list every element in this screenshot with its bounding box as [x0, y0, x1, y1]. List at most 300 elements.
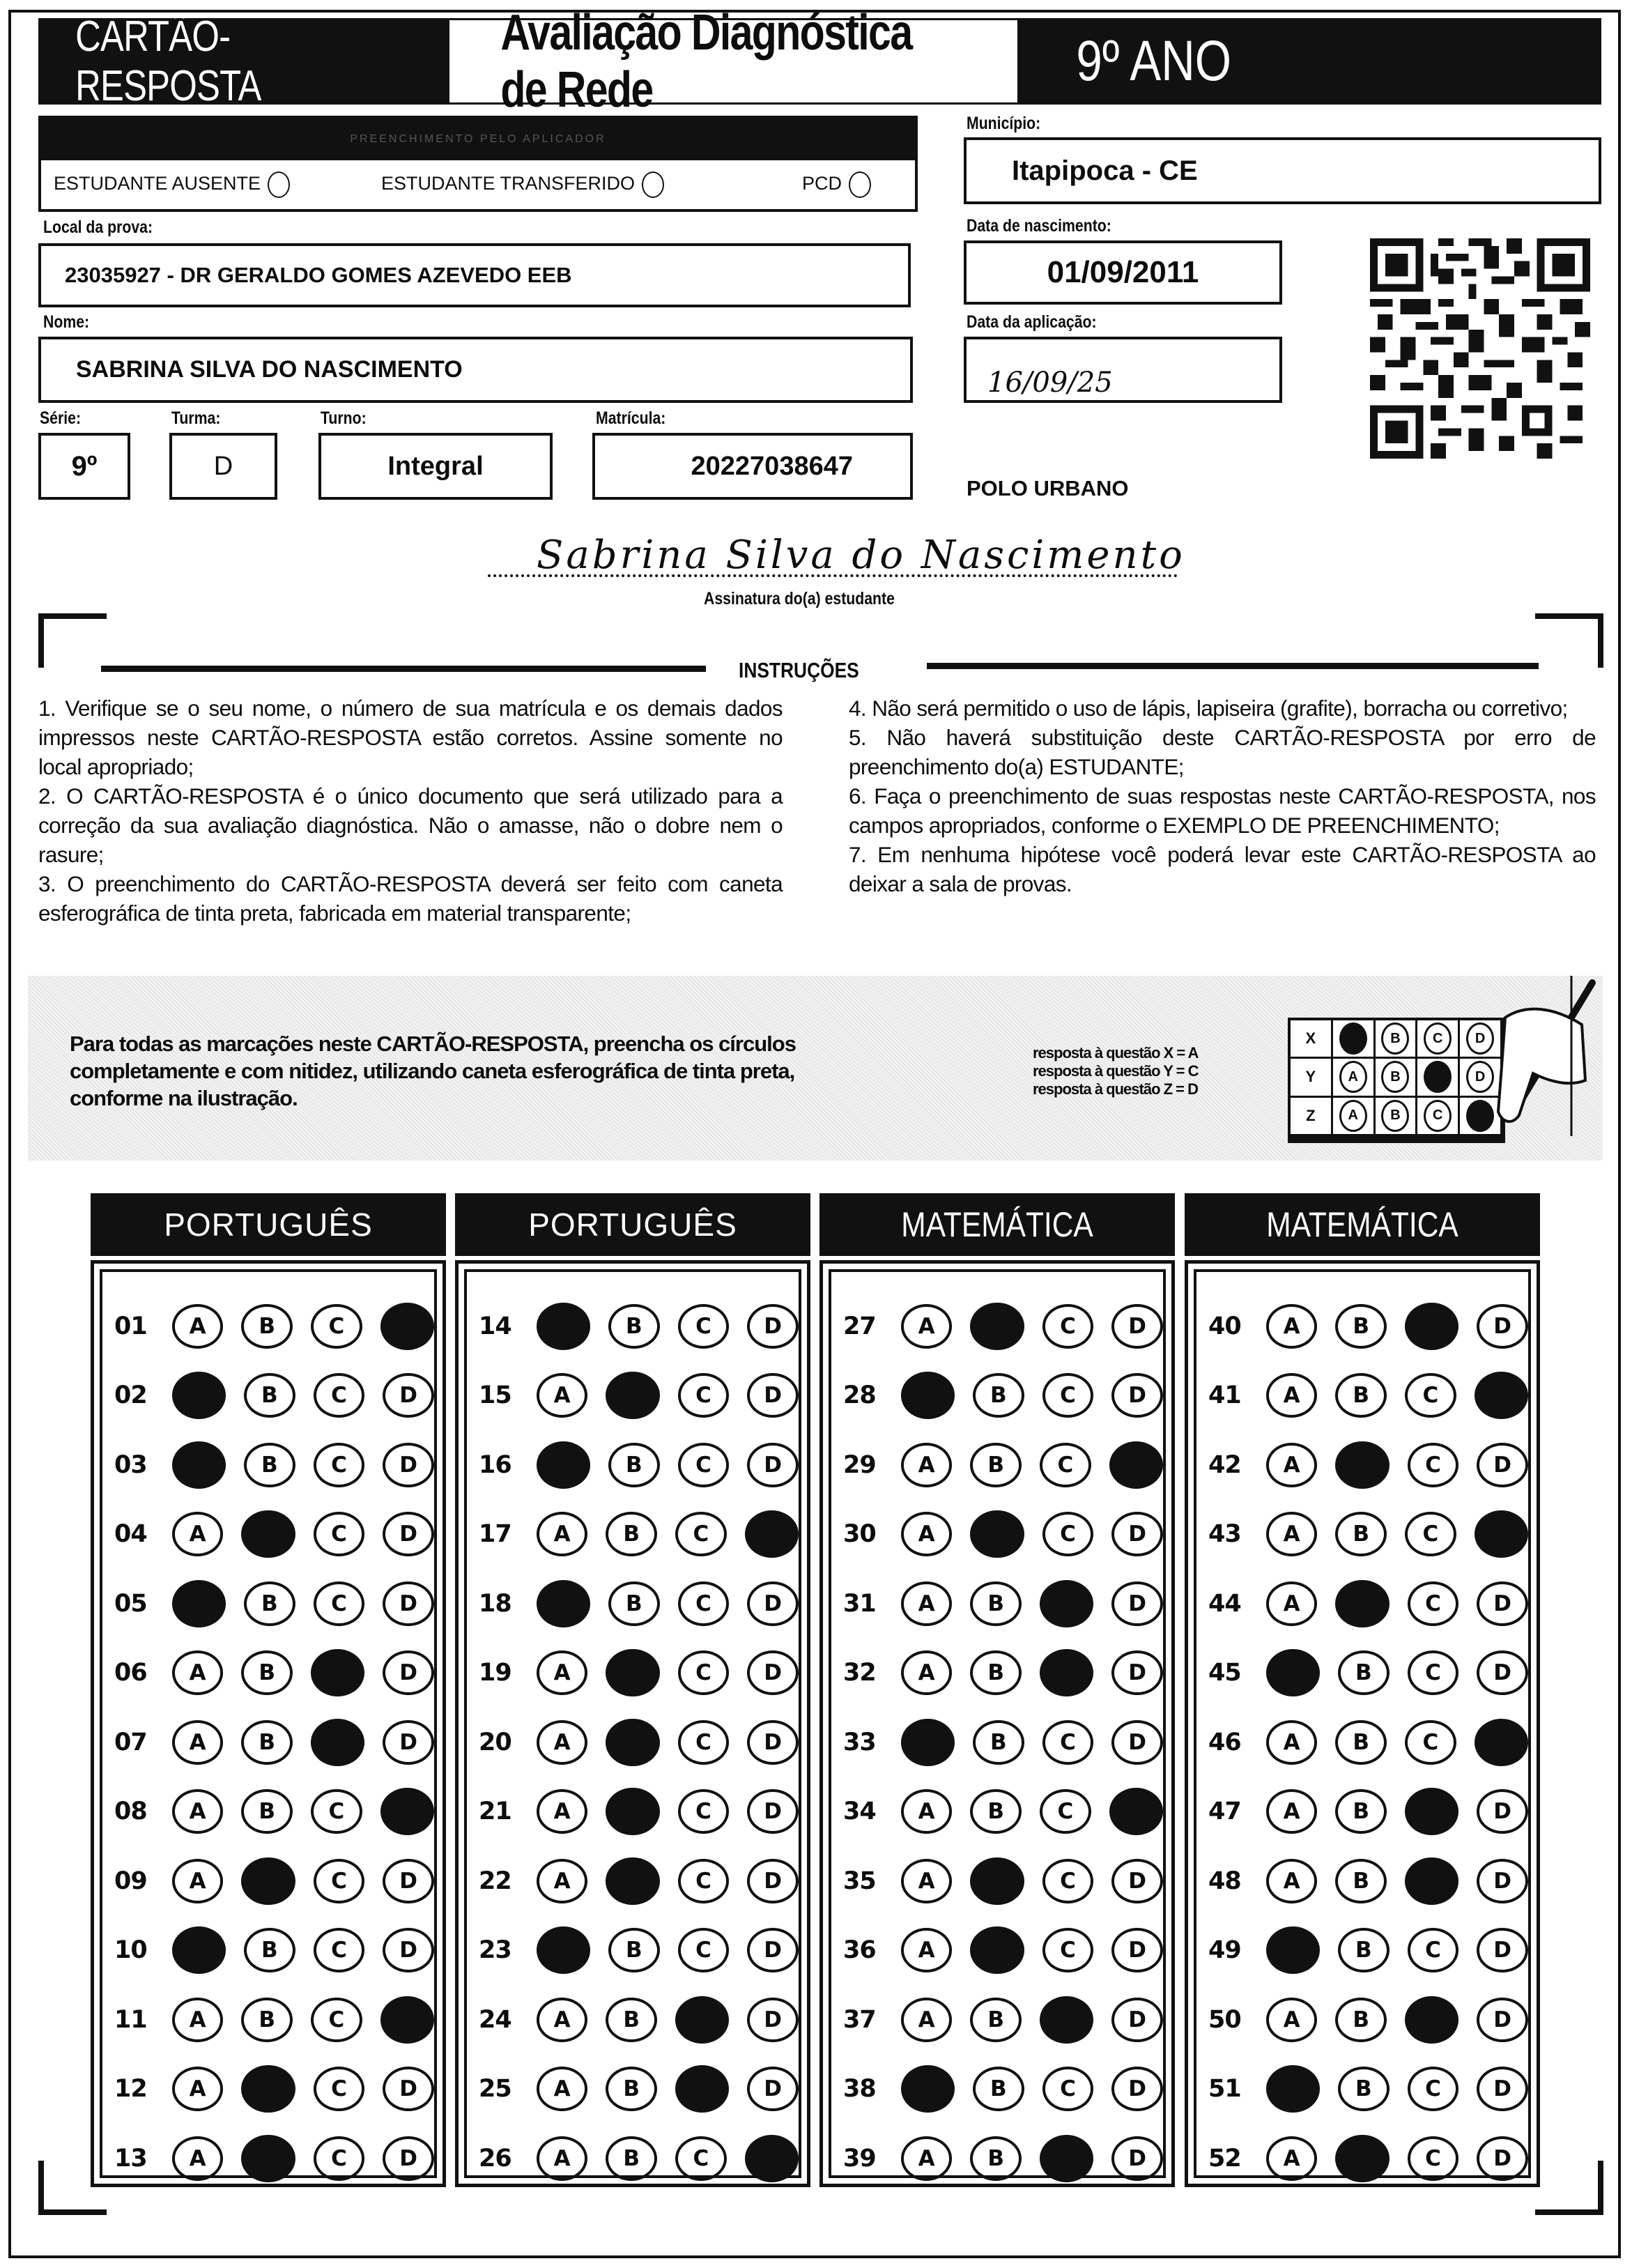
answer-bubble-b[interactable]: B: [1335, 1789, 1387, 1834]
application-date-field[interactable]: [964, 337, 1282, 403]
option-pcd-circle[interactable]: [849, 171, 871, 198]
answer-bubble-b[interactable]: B: [970, 1789, 1022, 1834]
answer-bubble-a[interactable]: A: [1266, 1789, 1318, 1834]
answer-bubble-c[interactable]: C: [314, 1859, 365, 1903]
answer-bubble-d[interactable]: D: [383, 1720, 434, 1765]
signature-handwriting: Sabrina Silva do Nascimento: [537, 532, 1185, 578]
answer-bubble-d[interactable]: D: [1111, 1859, 1163, 1903]
birthdate-label: Data de nascimento:: [967, 216, 1111, 236]
question-row: [102, 1639, 434, 1708]
answer-bubble-d[interactable]: D: [1477, 1928, 1528, 1972]
answer-bubble-c[interactable]: [1040, 1580, 1093, 1627]
answer-bubble-d[interactable]: D: [383, 2136, 434, 2181]
answer-bubble-b[interactable]: [241, 2135, 295, 2182]
answer-bubble-b[interactable]: B: [606, 2067, 657, 2111]
answer-bubble-d[interactable]: D: [1477, 2067, 1528, 2111]
answer-bubble-c[interactable]: [1405, 1996, 1458, 2044]
answer-bubble-b[interactable]: B: [606, 1512, 657, 1556]
answer-bubble-d[interactable]: D: [747, 1998, 799, 2042]
question-row: [1196, 1500, 1528, 1570]
answer-bubble-b[interactable]: B: [1335, 1859, 1387, 1903]
answer-bubble-a[interactable]: A: [172, 1859, 224, 1903]
question-number: 28: [843, 1381, 876, 1410]
answer-bubble-a[interactable]: A: [901, 1512, 953, 1556]
applicator-box: [38, 116, 918, 212]
answer-bubble-c[interactable]: C: [314, 1512, 365, 1556]
filling-example: [28, 976, 1603, 1160]
answer-bubble-c[interactable]: C: [678, 1928, 730, 1972]
question-row: [467, 1361, 799, 1431]
answer-bubble-c[interactable]: C: [678, 1443, 730, 1487]
answer-bubble-a[interactable]: A: [537, 1859, 588, 1903]
answer-bubble-b[interactable]: B: [244, 1373, 295, 1418]
answer-bubble-b[interactable]: B: [1338, 1928, 1389, 1972]
answer-bubble-b[interactable]: B: [973, 1720, 1024, 1765]
answer-bubble-a[interactable]: A: [172, 1998, 224, 2042]
answer-grid-1: [91, 1260, 446, 2187]
answer-bubble-b[interactable]: B: [970, 1998, 1022, 2042]
answer-bubble-d[interactable]: D: [1111, 1373, 1163, 1418]
answer-bubble-a[interactable]: A: [537, 1650, 588, 1695]
answer-bubble-d[interactable]: D: [1477, 1650, 1528, 1695]
instruction-item: 7. Em nenhuma hipótese você poderá levar este CARTÃO-RESPOSTA ao deixar a sala de provas.: [849, 842, 1596, 896]
answer-bubble-c[interactable]: C: [678, 1859, 730, 1903]
answer-bubble-c[interactable]: C: [1408, 1650, 1459, 1695]
answer-bubble-a[interactable]: [901, 1372, 955, 1419]
answer-bubble-d[interactable]: D: [747, 1304, 799, 1349]
answer-bubble-a[interactable]: [1266, 2065, 1320, 2113]
answer-bubble-b[interactable]: B: [973, 1373, 1024, 1418]
question-number: 15: [479, 1381, 511, 1410]
answer-bubble-a[interactable]: [537, 1441, 590, 1489]
municipio-value: Itapipoca - CE: [1012, 155, 1198, 186]
option-absent-label: ESTUDANTE AUSENTE: [54, 173, 261, 194]
question-row: [1196, 1639, 1528, 1708]
answer-bubble-c[interactable]: [311, 1719, 364, 1766]
answer-bubble-a[interactable]: A: [901, 1789, 953, 1834]
signature-label: Assinatura do(a) estudante: [704, 589, 895, 608]
question-row: [102, 1430, 434, 1500]
answer-bubble-a[interactable]: A: [1266, 1373, 1318, 1418]
answer-bubble-d[interactable]: [380, 1303, 434, 1350]
answer-bubble-c[interactable]: C: [314, 2136, 365, 2181]
question-row: [1196, 1430, 1528, 1500]
answer-bubble-b[interactable]: [606, 1649, 659, 1696]
answer-bubble-a[interactable]: A: [172, 2067, 224, 2111]
answer-bubble-a[interactable]: A: [172, 1304, 224, 1349]
answer-bubble-b[interactable]: B: [241, 1304, 293, 1349]
answer-bubble-c[interactable]: C: [1042, 1512, 1094, 1556]
turma-label: Turma:: [171, 408, 221, 428]
answer-bubble-c[interactable]: [1040, 1649, 1093, 1696]
answer-bubble-c[interactable]: C: [311, 1998, 362, 2042]
answer-bubble-c[interactable]: C: [311, 1304, 362, 1349]
question-number: 20: [479, 1728, 511, 1756]
question-number: 10: [114, 1936, 147, 1965]
answer-bubble-b[interactable]: B: [241, 1720, 293, 1765]
answer-bubble-a[interactable]: A: [537, 1512, 588, 1556]
answer-bubble-d[interactable]: D: [383, 1373, 434, 1418]
applicator-band: PREENCHIMENTO PELO APLICADOR: [41, 118, 915, 160]
answer-bubble-b[interactable]: B: [1335, 1998, 1387, 2042]
answer-bubble-b[interactable]: [1335, 1441, 1389, 1489]
answer-bubble-b[interactable]: B: [608, 1304, 660, 1349]
answer-bubble-a[interactable]: [172, 1926, 226, 1974]
example-cell: [1333, 1098, 1376, 1136]
answer-bubble-a[interactable]: A: [172, 1789, 224, 1834]
answer-bubble-d[interactable]: D: [747, 1373, 799, 1418]
answer-bubble-d[interactable]: D: [1477, 1304, 1528, 1349]
question-row: [1196, 1846, 1528, 1916]
question-row: [831, 1846, 1163, 1916]
answer-bubble-d[interactable]: D: [1111, 1998, 1163, 2042]
answer-bubble-d[interactable]: D: [1477, 1789, 1528, 1834]
answer-bubble-c[interactable]: C: [1042, 1928, 1094, 1972]
option-transferred[interactable]: [381, 171, 664, 198]
signature-line[interactable]: [488, 532, 1185, 579]
answer-bubble-b[interactable]: B: [1338, 2067, 1389, 2111]
answer-bubble-d[interactable]: D: [1111, 1720, 1163, 1765]
answer-bubble-c[interactable]: C: [1408, 1928, 1459, 1972]
example-bubble-c: [1424, 1061, 1452, 1093]
answer-bubble-b[interactable]: B: [608, 1581, 660, 1626]
local-field: [38, 243, 911, 307]
question-number: 17: [479, 1520, 511, 1549]
answer-bubble-a[interactable]: A: [901, 2136, 953, 2181]
instruction-item: 5. Não haverá substituição deste CARTÃO-RESPOSTA por erro de preenchimento do(a) ESTUDANTE;: [849, 725, 1596, 779]
answer-bubble-a[interactable]: [537, 1580, 590, 1627]
answer-bubble-d[interactable]: D: [747, 1581, 799, 1626]
answer-bubble-c[interactable]: [311, 1649, 364, 1696]
question-row: [467, 1639, 799, 1708]
instruction-item: 6. Faça o preenchimento de suas respostas neste CARTÃO-RESPOSTA, nos campos apropriados, conforme o EXEMPLO DE PREENCHIMENTO;: [849, 783, 1596, 838]
answer-bubble-b[interactable]: B: [606, 1998, 657, 2042]
answer-bubble-d[interactable]: D: [383, 1859, 434, 1903]
answer-bubble-d[interactable]: D: [383, 1650, 434, 1695]
answer-bubble-c[interactable]: C: [314, 1581, 365, 1626]
answer-bubble-b[interactable]: B: [1335, 1512, 1387, 1556]
answer-bubble-a[interactable]: A: [901, 1304, 953, 1349]
question-number: 47: [1208, 1798, 1241, 1826]
answer-bubble-d[interactable]: [380, 1788, 434, 1835]
answer-bubble-c[interactable]: C: [1040, 1443, 1091, 1487]
answer-bubble-d[interactable]: [745, 2135, 799, 2182]
answer-bubble-b[interactable]: B: [970, 1443, 1022, 1487]
answer-bubble-c[interactable]: [675, 1996, 729, 2044]
option-transferred-circle[interactable]: [642, 171, 664, 198]
answer-bubble-a[interactable]: A: [172, 1650, 224, 1695]
question-row: [102, 1569, 434, 1639]
answer-bubble-b[interactable]: [1335, 1580, 1389, 1627]
answer-bubble-d[interactable]: [1109, 1441, 1163, 1489]
answer-bubble-c[interactable]: C: [1042, 1373, 1094, 1418]
answer-bubble-c[interactable]: C: [314, 1373, 365, 1418]
instructions-rule-left: [101, 666, 706, 672]
answer-bubble-c[interactable]: C: [314, 2067, 365, 2111]
answer-bubble-a[interactable]: A: [537, 1998, 588, 2042]
answer-bubble-b[interactable]: B: [1335, 1304, 1387, 1349]
answer-bubble-d[interactable]: D: [383, 1443, 434, 1487]
instructions-right-column: [849, 694, 1596, 898]
legend-line: resposta à questão Y = C: [1033, 1062, 1199, 1080]
answer-bubble-d[interactable]: D: [1111, 1928, 1163, 1972]
answer-bubble-d[interactable]: D: [383, 1581, 434, 1626]
question-number: 42: [1208, 1450, 1241, 1479]
answer-bubble-b[interactable]: B: [973, 2067, 1024, 2111]
question-row: [1196, 1708, 1528, 1777]
answer-bubble-b[interactable]: [241, 2065, 295, 2113]
question-row: [467, 1430, 799, 1500]
question-row: [102, 1361, 434, 1431]
question-number: 07: [114, 1728, 147, 1756]
answer-bubble-b[interactable]: B: [1335, 1373, 1387, 1418]
question-row: [467, 1916, 799, 1986]
answer-bubble-a[interactable]: [1266, 1649, 1320, 1696]
question-row: [831, 1500, 1163, 1570]
answer-bubble-a[interactable]: A: [901, 1859, 953, 1903]
answer-bubble-b[interactable]: B: [244, 1928, 295, 1972]
answer-bubble-b[interactable]: B: [970, 1581, 1022, 1626]
answer-bubble-b[interactable]: B: [1338, 1650, 1389, 1695]
question-row: [467, 1777, 799, 1847]
answer-bubble-d[interactable]: [1475, 1510, 1528, 1558]
answer-bubble-c[interactable]: [1040, 2135, 1093, 2182]
answer-bubble-a[interactable]: A: [1266, 1581, 1318, 1626]
answer-bubble-a[interactable]: A: [901, 1443, 953, 1487]
answer-bubble-c[interactable]: C: [314, 1443, 365, 1487]
answer-bubble-a[interactable]: [172, 1372, 226, 1419]
answer-bubble-c[interactable]: C: [1408, 2067, 1459, 2111]
example-cell: [1417, 1059, 1460, 1097]
answer-bubble-a[interactable]: [537, 1303, 590, 1350]
answer-bubble-d[interactable]: D: [1477, 1859, 1528, 1903]
example-bubble-d: D: [1466, 1022, 1494, 1055]
answer-bubble-d[interactable]: D: [747, 1859, 799, 1903]
card-type-title-text: CARTÃO-RESPOSTA: [75, 13, 261, 110]
municipio-field: [964, 137, 1601, 204]
answer-bubble-a[interactable]: A: [1266, 1512, 1318, 1556]
answer-bubble-a[interactable]: A: [172, 1512, 224, 1556]
application-date-value: 16/09/25: [987, 367, 1113, 399]
answer-bubble-b[interactable]: B: [1335, 1720, 1387, 1765]
answer-bubble-b[interactable]: [970, 1857, 1024, 1905]
answer-bubble-c[interactable]: C: [311, 1789, 362, 1834]
answer-bubble-c[interactable]: C: [1408, 1443, 1459, 1487]
question-row: [831, 1569, 1163, 1639]
answer-bubble-d[interactable]: D: [383, 1512, 434, 1556]
question-number: 46: [1208, 1728, 1241, 1756]
answer-bubble-b[interactable]: [606, 1719, 659, 1766]
answer-bubble-b[interactable]: [606, 1857, 659, 1905]
question-number: 35: [843, 1867, 876, 1895]
answer-bubble-d[interactable]: D: [383, 1928, 434, 1972]
answer-bubble-b[interactable]: B: [608, 1443, 660, 1487]
question-row: [831, 1916, 1163, 1986]
answer-bubble-d[interactable]: D: [747, 1720, 799, 1765]
answer-bubble-a[interactable]: A: [1266, 1859, 1318, 1903]
answer-bubble-c[interactable]: C: [1408, 2136, 1459, 2181]
turno-field: [318, 433, 553, 500]
answer-bubble-b[interactable]: B: [241, 1650, 293, 1695]
answer-bubble-a[interactable]: A: [1266, 1998, 1318, 2042]
answer-bubble-d[interactable]: D: [1477, 1443, 1528, 1487]
question-number: 02: [114, 1381, 147, 1410]
answer-bubble-c[interactable]: C: [678, 1373, 730, 1418]
answer-bubble-c[interactable]: C: [678, 1581, 730, 1626]
answer-bubble-a[interactable]: A: [172, 1720, 224, 1765]
answer-bubble-c[interactable]: C: [1405, 1373, 1456, 1418]
answer-bubble-a[interactable]: [1266, 1926, 1320, 1974]
answer-bubble-c[interactable]: C: [1040, 1789, 1091, 1834]
question-number: 37: [843, 2005, 876, 2034]
answer-bubble-d[interactable]: D: [747, 1443, 799, 1487]
answer-bubble-b[interactable]: [970, 1926, 1024, 1974]
evaluation-title: [449, 5, 1017, 118]
answer-bubble-a[interactable]: A: [901, 1998, 953, 2042]
evaluation-title-text: Avaliação Diagnóstica de Rede: [500, 5, 912, 118]
applicator-options: [41, 160, 915, 209]
option-pcd[interactable]: [802, 171, 871, 198]
answer-bubble-c[interactable]: C: [678, 1304, 730, 1349]
matricula-value: 20227038647: [691, 451, 853, 481]
answer-bubble-d[interactable]: D: [1111, 1512, 1163, 1556]
option-absent-circle[interactable]: [268, 171, 290, 198]
answer-bubble-d[interactable]: D: [747, 1789, 799, 1834]
answer-bubble-d[interactable]: D: [1477, 1998, 1528, 2042]
question-row: [1196, 2055, 1528, 2124]
answer-bubble-b[interactable]: [241, 1857, 295, 1905]
answer-bubble-c[interactable]: C: [675, 2136, 727, 2181]
answer-bubble-c[interactable]: [675, 2065, 729, 2113]
answer-bubble-d[interactable]: D: [1111, 1304, 1163, 1349]
example-bubble-c: C: [1424, 1022, 1452, 1055]
question-number: 11: [114, 2005, 147, 2034]
answer-bubble-c[interactable]: [1040, 1996, 1093, 2044]
answer-bubble-b[interactable]: B: [244, 1443, 295, 1487]
answer-bubble-b[interactable]: [970, 1303, 1024, 1350]
answer-bubble-c[interactable]: C: [1042, 1304, 1094, 1349]
answer-bubble-c[interactable]: C: [675, 1512, 727, 1556]
question-number: 26: [479, 2144, 511, 2173]
answer-bubble-b[interactable]: B: [244, 1581, 295, 1626]
answer-bubble-a[interactable]: A: [1266, 1443, 1318, 1487]
answer-bubble-d[interactable]: D: [1111, 1581, 1163, 1626]
question-row: [467, 1708, 799, 1777]
answer-bubble-a[interactable]: A: [1266, 2136, 1318, 2181]
answer-bubble-b[interactable]: [1335, 2135, 1389, 2182]
answer-bubble-d[interactable]: D: [1111, 2136, 1163, 2181]
answer-bubble-a[interactable]: A: [901, 1928, 953, 1972]
answer-bubble-d[interactable]: D: [1477, 2136, 1528, 2181]
answer-bubble-b[interactable]: [241, 1510, 295, 1558]
answer-bubble-c[interactable]: C: [1405, 1720, 1456, 1765]
answer-bubble-c[interactable]: [1405, 1303, 1458, 1350]
answer-bubble-d[interactable]: D: [1111, 2067, 1163, 2111]
answer-bubble-d[interactable]: [1109, 1788, 1163, 1835]
answer-bubble-b[interactable]: B: [241, 1998, 293, 2042]
answer-bubble-c[interactable]: C: [1042, 1720, 1094, 1765]
question-row: [102, 1292, 434, 1361]
answer-bubble-c[interactable]: [1405, 1857, 1458, 1905]
answer-bubble-c[interactable]: C: [678, 1650, 730, 1695]
answer-bubble-a[interactable]: A: [1266, 1720, 1318, 1765]
answer-bubble-b[interactable]: B: [241, 1789, 293, 1834]
answer-bubble-c[interactable]: C: [678, 1789, 730, 1834]
question-row: [102, 1916, 434, 1986]
answer-bubble-b[interactable]: [970, 1510, 1024, 1558]
instruction-item: 1. Verifique se o seu nome, o número de sua matrícula e os demais dados impressos neste CARTÃO-RESPOSTA estão corretos. Assine somente no local apropriado;: [38, 696, 783, 779]
answer-bubble-a[interactable]: [172, 1580, 226, 1627]
answer-bubble-c[interactable]: C: [678, 1720, 730, 1765]
answer-bubble-a[interactable]: [537, 1926, 590, 1974]
answer-bubble-a[interactable]: A: [537, 2067, 588, 2111]
answer-grid-inner: [464, 1269, 801, 2178]
answer-bubble-b[interactable]: B: [970, 1650, 1022, 1695]
answer-bubble-a[interactable]: [901, 1719, 955, 1766]
question-number: 04: [114, 1520, 147, 1549]
answer-bubble-b[interactable]: B: [608, 1928, 660, 1972]
application-date-label: Data da aplicação:: [967, 312, 1097, 332]
answer-bubble-c[interactable]: C: [314, 1928, 365, 1972]
answer-bubble-b[interactable]: B: [606, 2136, 657, 2181]
answer-bubble-d[interactable]: D: [747, 1928, 799, 1972]
answer-bubble-c[interactable]: [1405, 1788, 1458, 1835]
answer-bubble-a[interactable]: A: [901, 1650, 953, 1695]
answer-bubble-d[interactable]: D: [383, 2067, 434, 2111]
answer-bubble-d[interactable]: D: [1477, 1581, 1528, 1626]
answer-bubble-c[interactable]: C: [1405, 1512, 1456, 1556]
answer-bubble-a[interactable]: [901, 2065, 955, 2113]
question-number: 05: [114, 1589, 147, 1618]
instructions-left-column: [38, 694, 783, 928]
corner-mark-bottom-right: [1535, 2161, 1603, 2215]
answer-bubble-c[interactable]: C: [1408, 1581, 1459, 1626]
answer-bubble-c[interactable]: C: [1042, 1859, 1094, 1903]
answer-bubble-a[interactable]: A: [172, 2136, 224, 2181]
answer-bubble-b[interactable]: [606, 1788, 659, 1835]
municipio-label: Município:: [967, 114, 1041, 133]
answer-bubble-d[interactable]: D: [747, 2067, 799, 2111]
turma-field: [169, 433, 277, 500]
option-absent[interactable]: [54, 171, 290, 198]
answer-bubble-d[interactable]: [745, 1510, 799, 1558]
answer-bubble-a[interactable]: A: [537, 1789, 588, 1834]
answer-bubble-a[interactable]: A: [537, 1720, 588, 1765]
corner-mark-top-left: [38, 613, 107, 668]
question-row: [831, 1708, 1163, 1777]
answer-bubble-a[interactable]: A: [537, 1373, 588, 1418]
answer-bubble-d[interactable]: [380, 1996, 434, 2044]
example-bubble-a: A: [1339, 1100, 1367, 1132]
question-number: 48: [1208, 1867, 1241, 1895]
answer-bubble-b[interactable]: [606, 1372, 659, 1419]
answer-bubble-b[interactable]: B: [970, 2136, 1022, 2181]
answer-bubble-d[interactable]: [1475, 1719, 1528, 1766]
question-number: 49: [1208, 1936, 1241, 1965]
question-row: [831, 2124, 1163, 2193]
answer-bubble-d[interactable]: [1475, 1372, 1528, 1419]
answer-bubble-a[interactable]: A: [537, 2136, 588, 2181]
question-number: 39: [843, 2144, 876, 2173]
example-question-label: Y: [1291, 1059, 1333, 1097]
answer-bubble-d[interactable]: D: [747, 1650, 799, 1695]
answer-bubble-c[interactable]: C: [1042, 2067, 1094, 2111]
answer-bubble-a[interactable]: [172, 1441, 226, 1489]
section-header-4-text: MATEMÁTICA: [1266, 1205, 1458, 1244]
answer-bubble-a[interactable]: A: [901, 1581, 953, 1626]
answer-bubble-a[interactable]: A: [1266, 1304, 1318, 1349]
answer-bubble-d[interactable]: D: [1111, 1650, 1163, 1695]
